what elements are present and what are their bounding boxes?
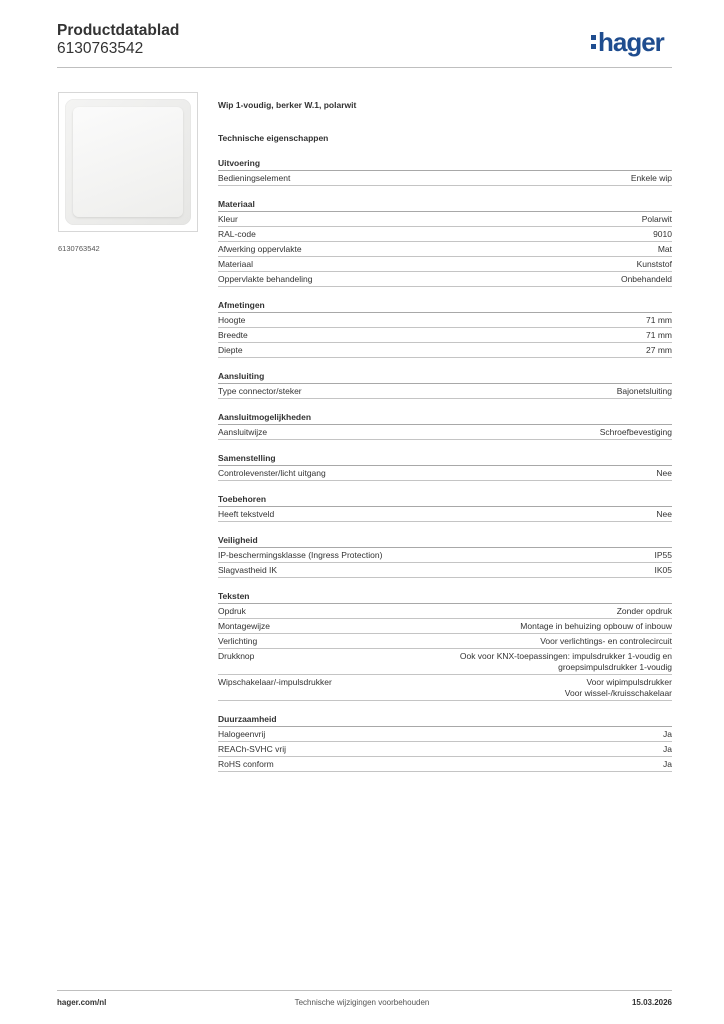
spec-value-line: 27 mm [646, 345, 672, 355]
spec-value-line: Zonder opdruk [616, 606, 672, 616]
spec-value [565, 677, 672, 699]
spec-value-line: Voor wipimpulsdrukker [586, 677, 672, 687]
spec-value [655, 550, 673, 561]
spec-label: Opdruk [218, 606, 246, 616]
spec-value-line: Ja [663, 744, 672, 754]
spec-row [218, 548, 672, 563]
spec-value [663, 744, 672, 755]
logo-dots-icon [591, 27, 596, 51]
spec-value [653, 229, 672, 240]
spec-value [540, 636, 672, 647]
document-title: Productdatablad [57, 22, 180, 39]
spec-value-line: Voor wissel-/kruisschakelaar [564, 688, 672, 698]
spec-label: Drukknop [218, 651, 255, 661]
spec-section [218, 370, 672, 399]
spec-section [218, 590, 672, 701]
spec-row [218, 227, 672, 242]
section-title: Duurzaamheid [218, 713, 672, 727]
section-title: Materiaal [218, 198, 672, 212]
spec-label: Slagvastheid IK [218, 565, 278, 575]
product-image [58, 92, 198, 232]
spec-value-line: Polarwit [641, 214, 672, 224]
spec-row [218, 425, 672, 440]
spec-section [218, 713, 672, 772]
spec-value-line: Mat [657, 244, 672, 254]
switch-frame [65, 99, 191, 225]
spec-sections [218, 157, 672, 772]
spec-label: Type connector/steker [218, 386, 302, 396]
spec-value [460, 651, 672, 673]
spec-label: Oppervlakte behandeling [218, 274, 313, 284]
spec-value-line: Onbehandeld [620, 274, 672, 284]
spec-value [646, 345, 672, 356]
spec-value [642, 214, 672, 225]
spec-value-line: groepsimpulsdrukker 1-voudig [558, 662, 672, 672]
header-divider [57, 67, 672, 68]
spec-value [646, 315, 672, 326]
spec-row [218, 634, 672, 649]
spec-label: Breedte [218, 330, 248, 340]
spec-value-line: Montage in behuizing opbouw of inbouw [520, 621, 672, 631]
logo-text: hager [598, 27, 664, 57]
switch-rocker [73, 107, 183, 217]
spec-row [218, 563, 672, 578]
spec-value-line: Enkele wip [630, 173, 672, 183]
spec-value-line: 71 mm [646, 330, 672, 340]
section-title: Samenstelling [218, 452, 672, 466]
footer-divider [57, 990, 672, 991]
spec-value-line: IK05 [654, 565, 672, 575]
spec-section [218, 299, 672, 358]
spec-value [617, 606, 672, 617]
spec-value [637, 259, 672, 270]
spec-row [218, 171, 672, 186]
spec-row [218, 675, 672, 701]
spec-label: REACh-SVHC vrij [218, 744, 287, 754]
image-caption: 6130763542 [58, 244, 100, 253]
spec-row [218, 727, 672, 742]
spec-section [218, 411, 672, 440]
spec-label: RoHS conform [218, 759, 274, 769]
spec-value-line: Bajonetsluiting [616, 386, 672, 396]
spec-row [218, 757, 672, 772]
spec-section [218, 493, 672, 522]
spec-label: Kleur [218, 214, 238, 224]
spec-value-line: 71 mm [646, 315, 672, 325]
spec-value [600, 427, 672, 438]
spec-label: IP-beschermingsklasse (Ingress Protection) [218, 550, 383, 560]
spec-label: Montagewijze [218, 621, 270, 631]
spec-value-line: 9010 [653, 229, 672, 239]
section-title: Aansluiting [218, 370, 672, 384]
spec-value-line: Nee [656, 509, 672, 519]
spec-row [218, 343, 672, 358]
spec-value-line: Nee [656, 468, 672, 478]
spec-value [663, 729, 672, 740]
section-title: Toebehoren [218, 493, 672, 507]
spec-row [218, 649, 672, 675]
article-number: 6130763542 [57, 40, 144, 57]
spec-value-line: IP55 [654, 550, 672, 560]
footer-date: 15.03.2026 [631, 998, 672, 1007]
section-title: Afmetingen [218, 299, 672, 313]
spec-value [617, 386, 672, 397]
section-title: Teksten [218, 590, 672, 604]
spec-value [631, 173, 672, 184]
spec-value-line: Voor verlichtings- en controlecircuit [540, 636, 672, 646]
spec-value-line: Ja [663, 759, 672, 769]
spec-label: Halogeenvrij [218, 729, 266, 739]
hager-logo [591, 27, 664, 57]
spec-value [656, 509, 672, 520]
spec-section [218, 157, 672, 186]
spec-row [218, 742, 672, 757]
spec-row [218, 272, 672, 287]
spec-label: Aansluitwijze [218, 427, 268, 437]
spec-label: Materiaal [218, 259, 253, 269]
spec-row [218, 212, 672, 227]
spec-section [218, 198, 672, 287]
spec-row [218, 384, 672, 399]
spec-row [218, 466, 672, 481]
spec-row [218, 313, 672, 328]
spec-value [655, 565, 673, 576]
spec-value [520, 621, 672, 632]
spec-value [663, 759, 672, 770]
spec-label: Hoogte [218, 315, 246, 325]
spec-label: Heeft tekstveld [218, 509, 275, 519]
spec-section [218, 534, 672, 578]
section-title: Aansluitmogelijkheden [218, 411, 672, 425]
section-title: Veiligheid [218, 534, 672, 548]
footer-website[interactable]: hager.com/nl [57, 998, 107, 1007]
product-name: Wip 1-voudig, berker W.1, polarwit [218, 100, 357, 110]
spec-label: RAL-code [218, 229, 256, 239]
spec-value [658, 244, 672, 255]
section-title: Uitvoering [218, 157, 672, 171]
spec-value [656, 468, 672, 479]
spec-row [218, 257, 672, 272]
spec-row [218, 619, 672, 634]
spec-value-line: Kunststof [636, 259, 672, 269]
spec-row [218, 242, 672, 257]
spec-label: Controlevenster/licht uitgang [218, 468, 326, 478]
spec-value-line: Ja [663, 729, 672, 739]
spec-label: Bedieningselement [218, 173, 291, 183]
spec-label: Afwerking oppervlakte [218, 244, 302, 254]
spec-row [218, 507, 672, 522]
spec-content [218, 98, 672, 772]
spec-value [621, 274, 672, 285]
spec-value [646, 330, 672, 341]
spec-row [218, 328, 672, 343]
spec-label: Verlichting [218, 636, 258, 646]
spec-value-line: Schroefbevestiging [599, 427, 672, 437]
spec-row [218, 604, 672, 619]
footer-disclaimer: Technische wijzigingen voorbehouden [294, 998, 430, 1007]
spec-section [218, 452, 672, 481]
technical-properties-heading: Technische eigenschappen [218, 133, 329, 143]
spec-label: Wipschakelaar/-impulsdrukker [218, 677, 332, 687]
spec-value-line: Ook voor KNX-toepassingen: impulsdrukker 1-voudig en [459, 651, 672, 661]
spec-label: Diepte [218, 345, 243, 355]
